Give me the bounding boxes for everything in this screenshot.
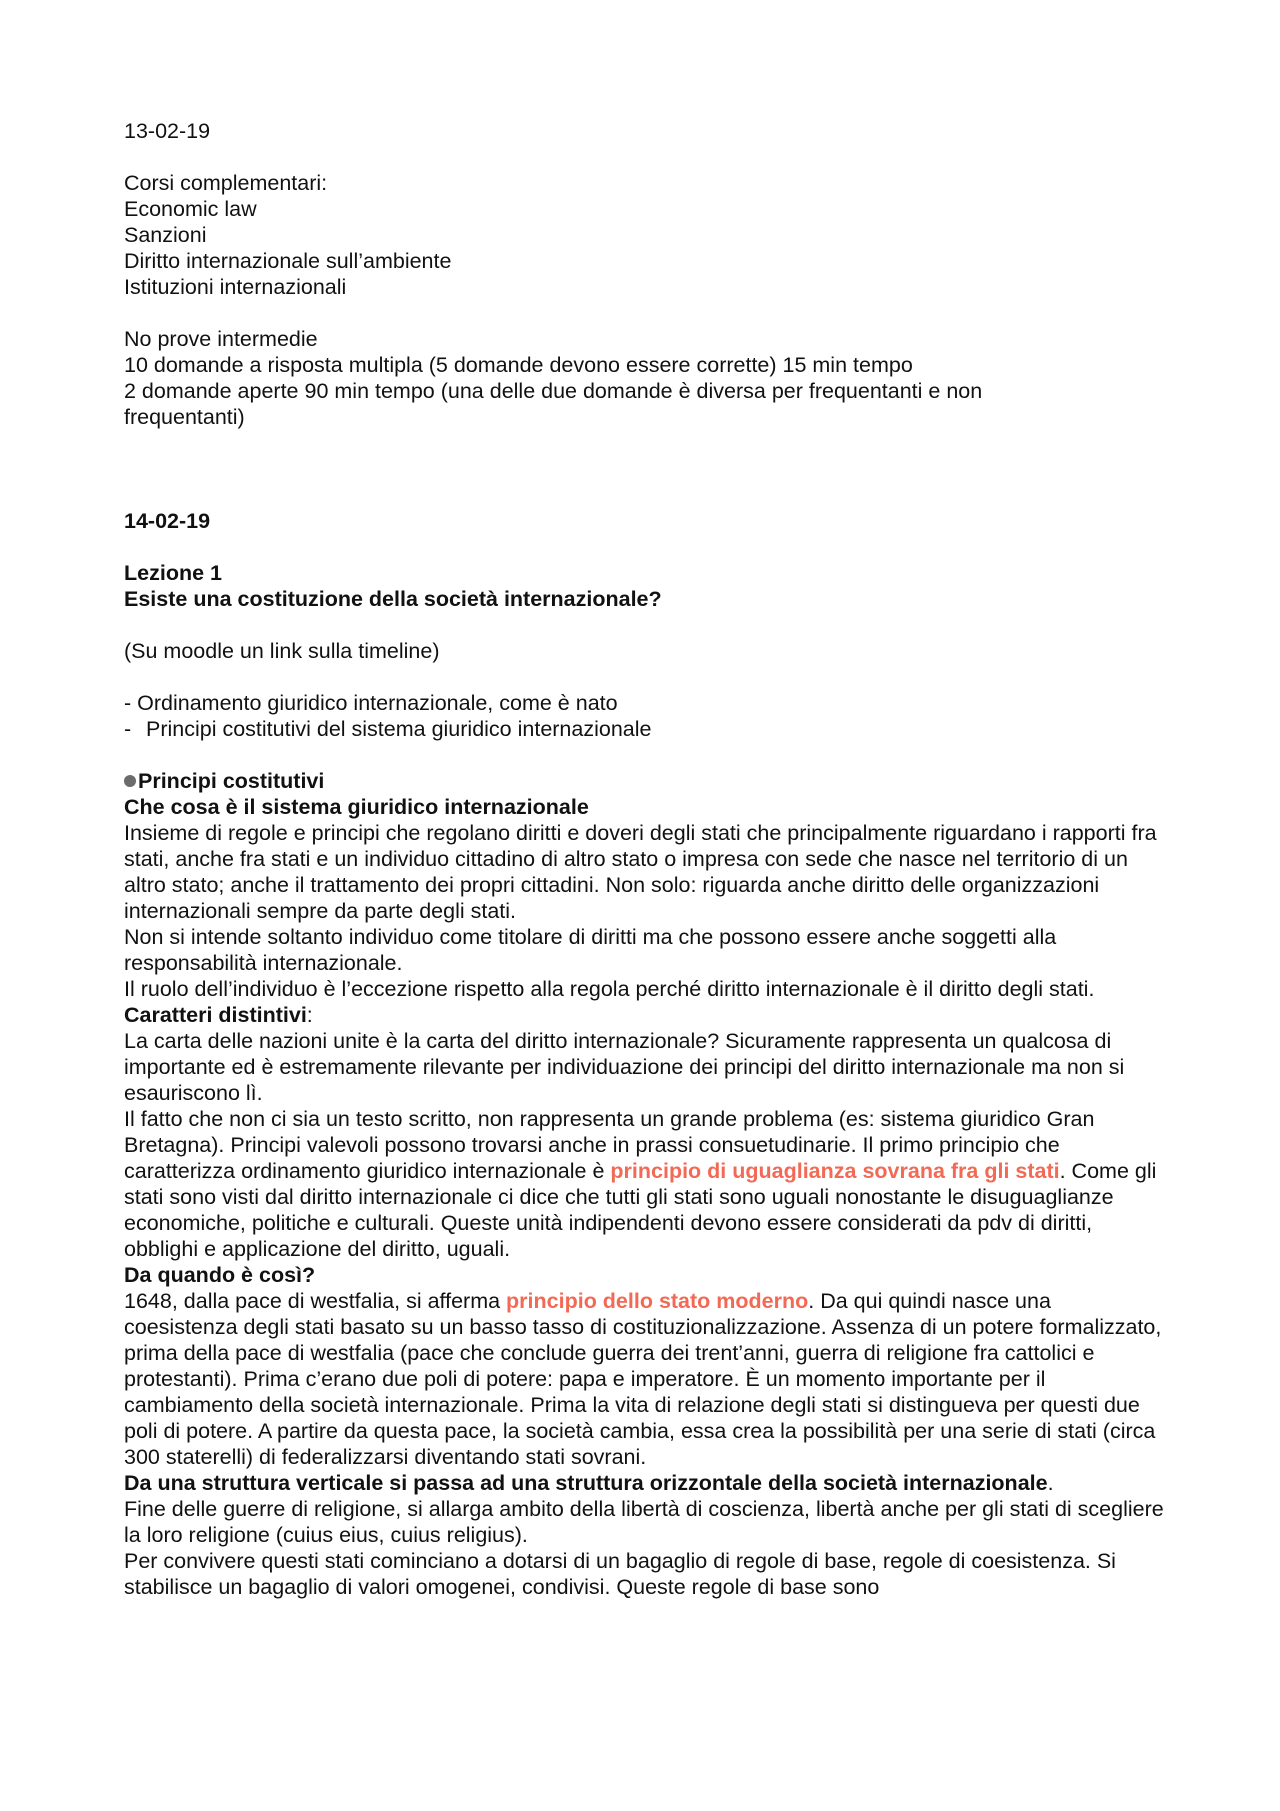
spacer [124, 742, 1174, 768]
paragraph: Non si intende soltanto individuo come titolare di diritti ma che possono essere anche soggetti alla responsabilità internazionale. [124, 925, 1057, 975]
caratteri-heading [124, 1002, 1174, 1028]
paragraph [124, 1106, 1164, 1262]
spacer [124, 430, 1174, 508]
paragraph [124, 1288, 1164, 1470]
bullet-dot-icon [124, 775, 136, 787]
bold-statement [124, 1470, 1184, 1496]
lesson-question: Esiste una costituzione della società internazionale? [124, 587, 662, 611]
topic-item: - Ordinamento giuridico internazionale, come è nato [124, 691, 618, 715]
course-item: Istituzioni internazionali [124, 275, 347, 299]
exam-line: No prove intermedie [124, 327, 318, 351]
topic-text: Principi costitutivi del sistema giuridico internazionale [146, 717, 652, 741]
moodle-note: (Su moodle un link sulla timeline) [124, 639, 440, 663]
paragraph-text: Il fatto che non ci sia un testo scritto, non rappresenta un grande problema (es: sistema giuridico Gran Bretagna). Principi valevoli possono trovarsi anche in prassi consuetudinarie. Il primo principio che caratterizza ordinamento giuridico internazionale è [124, 1107, 1095, 1183]
courses-title: Corsi complementari: [124, 171, 328, 195]
header-date: 13-02-19 [124, 119, 211, 143]
document-page [124, 118, 1174, 1600]
paragraph-text: 1648, dalla pace di westfalia, si afferma [124, 1289, 507, 1313]
paragraph-text: . Da qui quindi nasce una coesistenza degli stati basato su un basso tasso di costituzionalizzazione. Assenza di un potere formalizzato, prima della pace di westfalia (pace che conclude guerra dei trent’anni, guerra di religione fra cattolici e protestanti). Prima c’erano due poli di potere: papa e imperatore. È un momento importante per il cambiamento della società internazionale. Prima la vita di relazione degli stati si distingueva per questi due poli di potere. A partire da questa pace, la società cambia, essa crea la possibilità per una serie di stati (circa 300 staterelli) di federalizzarsi diventando stati sovrani. [124, 1289, 1162, 1469]
dash-marker: - [124, 717, 132, 741]
caratteri-colon: : [306, 1003, 313, 1027]
course-item: Economic law [124, 197, 257, 221]
da-quando-heading: Da quando è così? [124, 1263, 316, 1287]
section-heading [124, 768, 1174, 794]
course-item: Diritto internazionale sull’ambiente [124, 249, 452, 273]
paragraph: Insieme di regole e principi che regolano diritti e doveri degli stati che principalmente riguardano i rapporti fra stati, anche fra stati e un individuo cittadino di altro stato o impresa con sede che nasce nel territorio di un altro stato; anche il trattamento dei propri cittadini. Non solo: riguarda anche diritto delle organizzazioni internazionali sempre da parte degli stati. [124, 821, 1157, 923]
course-item: Sanzioni [124, 223, 207, 247]
bold-statement-end: . [1047, 1471, 1054, 1495]
spacer [124, 664, 1174, 690]
spacer [124, 144, 1174, 170]
paragraph: Fine delle guerre di religione, si allarga ambito della libertà di coscienza, libertà anche per gli stati di scegliere la loro religione (cuius eius, cuius religius). [124, 1497, 1164, 1547]
lesson-title: Lezione 1 [124, 561, 222, 585]
caratteri-label: Caratteri distintivi [124, 1003, 307, 1027]
bold-statement-text: Da una struttura verticale si passa ad una struttura orizzontale della società internazionale [124, 1471, 1048, 1495]
spacer [124, 612, 1174, 638]
highlight-principle-equality: principio di uguaglianza sovrana fra gli stati [610, 1159, 1060, 1183]
paragraph: Per convivere questi stati cominciano a dotarsi di un bagaglio di regole di base, regole di coesistenza. Si stabilisce un bagaglio di valori omogenei, condivisi. Queste regole di base sono [124, 1549, 1116, 1599]
lesson-date: 14-02-19 [124, 509, 211, 533]
topic-item [124, 716, 1174, 742]
paragraph-text: . Come gli stati sono visti dal diritto internazionale ci dice che tutti gli stati sono uguali nonostante le disuguaglianze economiche, politiche e culturali. Queste unità indipendenti devono essere considerati da pdv di diritti, obblighi e applicazione del diritto, uguali. [124, 1159, 1157, 1261]
paragraph: La carta delle nazioni unite è la carta del diritto internazionale? Sicuramente rappresenta un qualcosa di importante ed è estremamente rilevante per individuazione dei principi del diritto internazionale ma non si esauriscono lì. [124, 1029, 1125, 1105]
highlight-principle-modern-state: principio dello stato moderno [506, 1289, 809, 1313]
section-heading-text: Principi costitutivi [138, 769, 325, 793]
exam-line: 10 domande a risposta multipla (5 domande devono essere corrette) 15 min tempo [124, 353, 913, 377]
spacer [124, 534, 1174, 560]
exam-line: 2 domande aperte 90 min tempo (una delle due domande è diversa per frequentanti e non frequentanti) [124, 379, 983, 429]
paragraph: Il ruolo dell’individuo è l’eccezione rispetto alla regola perché diritto internazionale è il diritto degli stati. [124, 977, 1095, 1001]
spacer [124, 300, 1174, 326]
section-subheading: Che cosa è il sistema giuridico internazionale [124, 795, 589, 819]
